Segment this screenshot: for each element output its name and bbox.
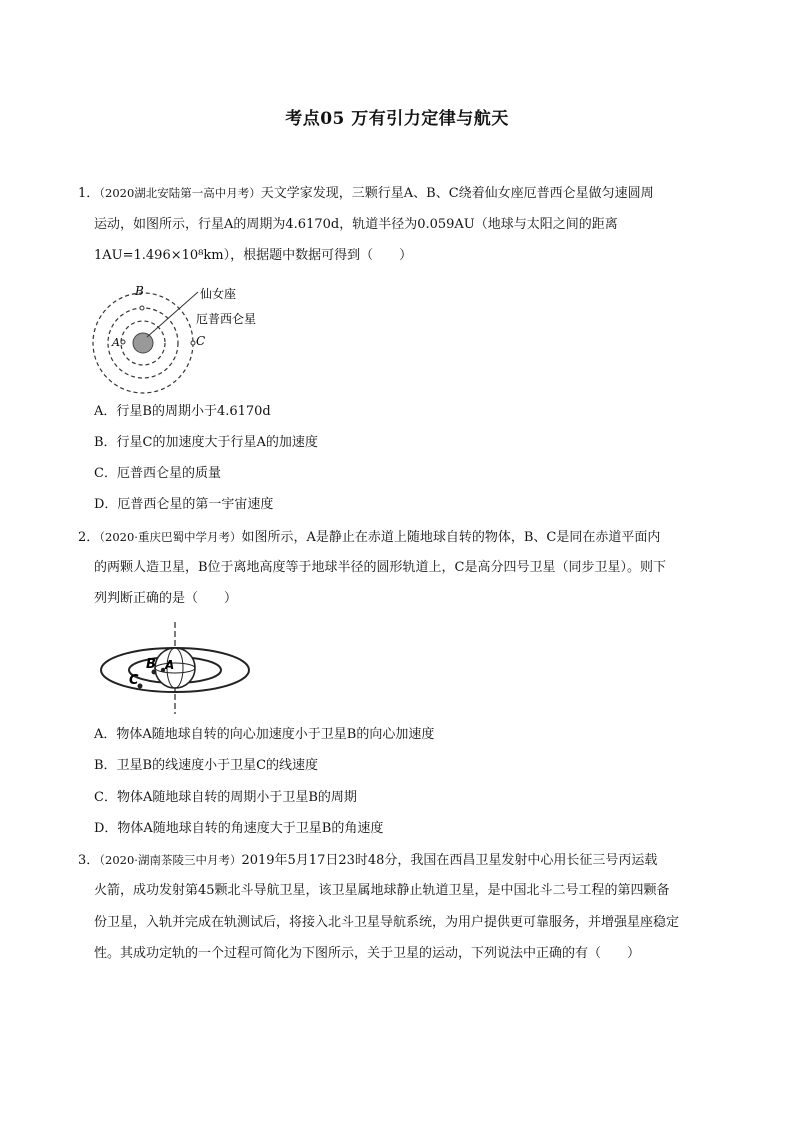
q2-number: 2． bbox=[78, 530, 100, 545]
q1-text-3: 1AU=1.496×10⁸km），根据题中数据可得到（ ） bbox=[94, 248, 413, 263]
label-c: C bbox=[129, 673, 139, 688]
label-c: C bbox=[196, 334, 206, 348]
q2-option-d: D．物体A随地球自转的角速度大于卫星B的角速度 bbox=[94, 821, 384, 836]
q2-source: （2020·重庆巴蜀中学月考） bbox=[99, 530, 242, 544]
q1-option-b: B．行星C的加速度大于行星A的加速度 bbox=[94, 435, 318, 450]
q3-source: （2020·湖南茶陵三中月考） bbox=[99, 853, 242, 867]
planet-b bbox=[140, 306, 144, 310]
q1-option-d: D．厄普西仑星的第一宇宙速度 bbox=[94, 497, 274, 512]
q1-text-2: 运动，如图所示，行星A的周期为4.6170d，轨道半径为0.059AU（地球与太阳之间的距离 bbox=[94, 217, 618, 232]
q1-option-a: A．行星B的周期小于4.6170d bbox=[94, 404, 271, 419]
q2-option-c: C．物体A随地球自转的周期小于卫星B的周期 bbox=[94, 790, 357, 805]
q1-text-1: 天文学家发现，三颗行星A、B、C绕着仙女座厄普西仑星做匀速圆周 bbox=[260, 186, 654, 201]
q1-orbit-figure bbox=[90, 280, 290, 395]
q3-text-3: 份卫星，入轨并完成在轨测试后，将接入北斗卫星导航系统，为用户提供更可靠服务，并增强星座稳定 bbox=[94, 915, 680, 930]
q3-text-1: 2019年5月17日23时48分，我国在西昌卫星发射中心用长征三号丙运载 bbox=[241, 853, 658, 868]
q1-line1 bbox=[78, 184, 654, 203]
q2-option-a: A．物体A随地球自转的向心加速度小于卫星B的向心加速度 bbox=[94, 727, 435, 742]
q2-text-2: 的两颗人造卫星，B位于离地高度等于地球半径的圆形轨道上，C是高分四号卫星（同步卫星）。则下 bbox=[94, 560, 667, 575]
q1-source: （2020湖北安陆第一高中月考） bbox=[99, 186, 261, 200]
q3-number: 3． bbox=[78, 853, 100, 868]
q3-text-2: 火箭，成功发射第45颗北斗导航卫星，该卫星属地球静止轨道卫星，是中国北斗二号工程的第四颗备 bbox=[94, 883, 670, 898]
label-a: A bbox=[112, 336, 120, 349]
q2-text-3: 列判断正确的是（ ） bbox=[94, 591, 238, 606]
q2-option-b: B．卫星B的线速度小于卫星C的线速度 bbox=[94, 758, 319, 773]
label-b: B bbox=[146, 657, 156, 672]
label-star-name: 仙女座 bbox=[200, 287, 237, 301]
q2-line1 bbox=[78, 528, 660, 547]
pointer-line bbox=[147, 292, 198, 337]
q3-line1 bbox=[78, 851, 657, 870]
q1-option-c: C．厄普西仑星的质量 bbox=[94, 466, 221, 481]
q3-text-4: 性。其成功定轨的一个过程可简化为下图所示，关于卫星的运动，下列说法中正确的有（ ） bbox=[94, 946, 641, 961]
central-star bbox=[133, 333, 153, 353]
label-b: B bbox=[135, 284, 144, 298]
q1-number: 1． bbox=[78, 186, 100, 201]
q2-orbit-figure bbox=[96, 622, 256, 717]
label-a: A bbox=[165, 658, 175, 672]
label-star-name-2: 厄普西仑星 bbox=[196, 312, 257, 326]
planet-c bbox=[191, 341, 195, 345]
page-title: 考点05 万有引力定律与航天 bbox=[285, 109, 509, 129]
q2-text-1: 如图所示，A是静止在赤道上随地球自转的物体，B、C是同在赤道平面内 bbox=[241, 530, 661, 545]
planet-a bbox=[121, 340, 125, 344]
earth bbox=[155, 648, 195, 688]
